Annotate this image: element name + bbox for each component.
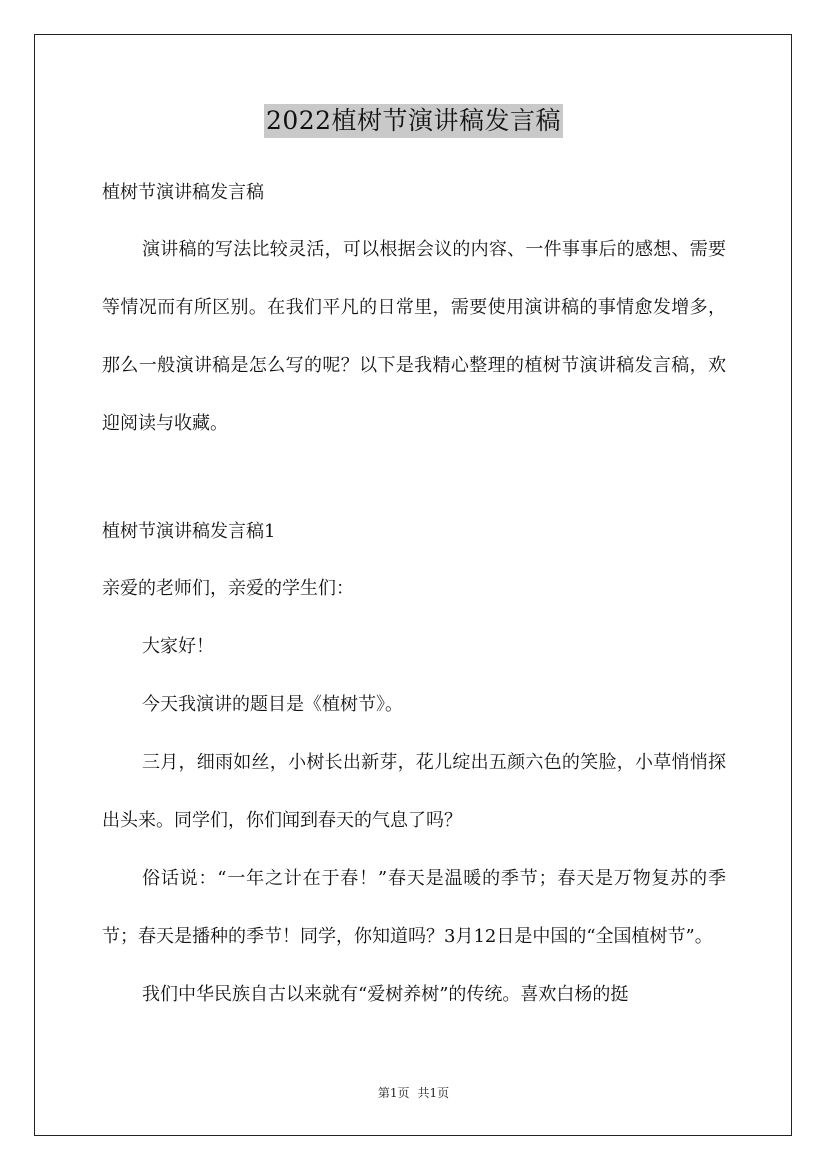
- page-footer: [0, 1084, 827, 1101]
- paragraph: 俗话说：“一年之计在于春！”春天是温暖的季节；春天是万物复苏的季节；春天是播种的季节！同学，你知道吗？3月12日是中国的“全国植树节”。: [102, 868, 726, 947]
- salutation: 亲爱的老师们，亲爱的学生们：: [102, 578, 354, 599]
- section-heading: 植树节演讲稿发言稿1: [102, 521, 276, 542]
- document-body: [102, 178, 726, 1024]
- title-container: [0, 104, 827, 138]
- intro-paragraph: 演讲稿的写法比较灵活，可以根据会议的内容、一件事事后的感想、需要等情况而有所区别。在我们平凡的日常里，需要使用演讲稿的事情愈发增多，那么一般演讲稿是怎么写的呢？以下是我精心整理的植树节演讲稿发言稿，欢迎阅读与收藏。: [102, 239, 726, 434]
- topic-line: 今天我演讲的题目是《植树节》。: [142, 694, 403, 715]
- spacer: [102, 207, 726, 221]
- spacer: [102, 453, 726, 517]
- page-number: 第1页: [377, 1086, 410, 1100]
- paragraph: 三月，细雨如丝，小树长出新芽，花儿绽出五颜六色的笑脸，小草悄悄探出头来。同学们，你们闻到春天的气息了吗？: [102, 752, 726, 831]
- document-title: 2022植树节演讲稿发言稿: [264, 104, 563, 138]
- paragraph: 我们中华民族自古以来就有“爱树养树”的传统。喜欢白杨的挺: [142, 984, 629, 1005]
- subtitle: 植树节演讲稿发言稿: [102, 182, 264, 203]
- page-total: 共1页: [417, 1086, 450, 1100]
- greeting: 大家好！: [142, 636, 214, 657]
- spacer: [102, 546, 726, 560]
